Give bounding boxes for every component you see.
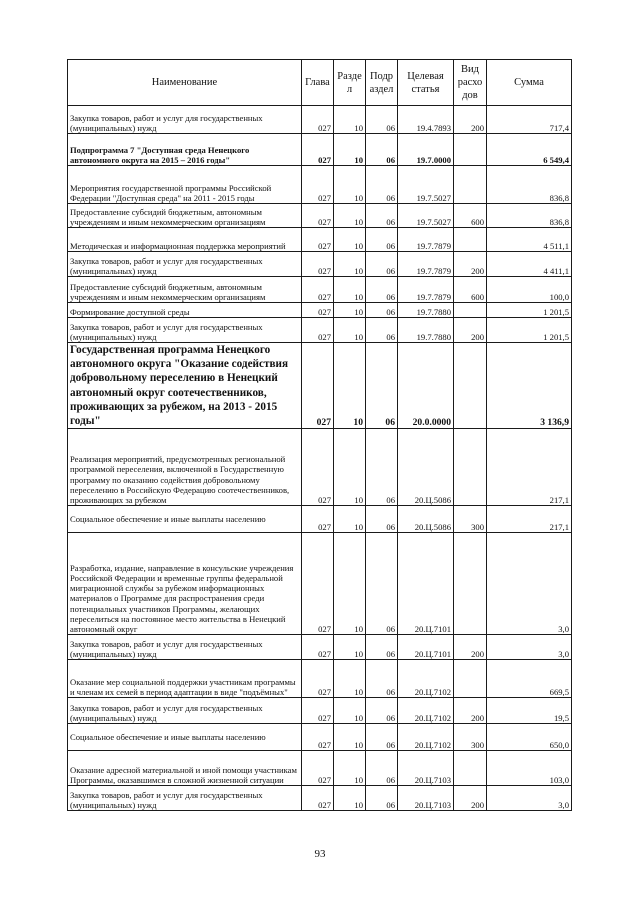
row-glava: 027: [302, 698, 334, 724]
row-podrazdel: 06: [366, 660, 398, 698]
row-sum: 717,4: [487, 106, 572, 134]
row-cs: 19.7.7879: [398, 252, 454, 277]
row-razdel: 10: [334, 228, 366, 252]
table-row: [68, 303, 572, 318]
row-vr: 200: [454, 786, 487, 811]
row-razdel: 10: [334, 724, 366, 751]
row-vr: [454, 303, 487, 318]
table-header-row: [68, 60, 572, 106]
row-glava: 027: [302, 429, 334, 506]
table-row: [68, 533, 572, 635]
row-vr: [454, 343, 487, 429]
row-name: Государственная программа Ненецкого автономного округа "Оказание содействия добровольному переселению в Ненецкий автономный округ соотечественников, проживающих за рубежом, на 2013 - 2015 годы": [68, 343, 302, 429]
header-name: Наименование: [68, 60, 302, 106]
row-razdel: 10: [334, 786, 366, 811]
row-glava: 027: [302, 635, 334, 660]
row-vr: [454, 228, 487, 252]
row-cs: 19.7.7880: [398, 318, 454, 343]
header-glava: Глава: [302, 60, 334, 106]
row-sum: 3 136,9: [487, 343, 572, 429]
row-vr: [454, 429, 487, 506]
row-vr: [454, 751, 487, 786]
row-name: Закупка товаров, работ и услуг для государственных (муниципальных) нужд: [68, 635, 302, 660]
row-name: Мероприятия государственной программы Российской Федерации "Доступная среда" на 2011 - 2015 годы: [68, 166, 302, 204]
row-sum: 19,5: [487, 698, 572, 724]
row-glava: 027: [302, 303, 334, 318]
row-podrazdel: 06: [366, 343, 398, 429]
row-cs: 20.Ц.7103: [398, 786, 454, 811]
row-podrazdel: 06: [366, 786, 398, 811]
row-cs: 19.7.5027: [398, 204, 454, 228]
table-row: [68, 106, 572, 134]
row-podrazdel: 06: [366, 134, 398, 166]
row-cs: 20.Ц.7102: [398, 660, 454, 698]
row-cs: 20.Ц.7103: [398, 751, 454, 786]
row-vr: 300: [454, 724, 487, 751]
header-podrazdel: Подр аздел: [366, 60, 398, 106]
row-podrazdel: 06: [366, 277, 398, 303]
table-row: [68, 204, 572, 228]
row-sum: 836,8: [487, 166, 572, 204]
row-podrazdel: 06: [366, 303, 398, 318]
row-vr: [454, 134, 487, 166]
row-cs: 20.Ц.7101: [398, 533, 454, 635]
row-razdel: 10: [334, 429, 366, 506]
row-vr: [454, 533, 487, 635]
row-glava: 027: [302, 252, 334, 277]
row-glava: 027: [302, 166, 334, 204]
budget-table: [67, 59, 572, 811]
table-row: [68, 660, 572, 698]
row-razdel: 10: [334, 106, 366, 134]
row-name: Социальное обеспечение и иные выплаты населению: [68, 506, 302, 533]
header-vr: Вид расхо дов: [454, 60, 487, 106]
row-sum: 103,0: [487, 751, 572, 786]
table-row: [68, 506, 572, 533]
row-vr: 600: [454, 204, 487, 228]
row-podrazdel: 06: [366, 228, 398, 252]
row-name: Подпрограмма 7 "Доступная среда Ненецкого автономного округа на 2015 – 2016 годы": [68, 134, 302, 166]
header-cs: Целевая статья: [398, 60, 454, 106]
row-razdel: 10: [334, 635, 366, 660]
row-sum: 836,8: [487, 204, 572, 228]
header-razdel: Разде л: [334, 60, 366, 106]
row-sum: 217,1: [487, 429, 572, 506]
table-row: [68, 698, 572, 724]
table-row: [68, 724, 572, 751]
row-glava: 027: [302, 318, 334, 343]
table-row: [68, 277, 572, 303]
row-name: Реализация мероприятий, предусмотренных региональной программой переселения, включенной в Государственную программу по оказанию содействия добровольному переселению в Российскую Федерацию соотечественников, проживающих за рубежом: [68, 429, 302, 506]
row-name: Закупка товаров, работ и услуг для государственных (муниципальных) нужд: [68, 786, 302, 811]
row-name: Закупка товаров, работ и услуг для государственных (муниципальных) нужд: [68, 252, 302, 277]
header-sum: Сумма: [487, 60, 572, 106]
row-podrazdel: 06: [366, 635, 398, 660]
row-sum: 6 549,4: [487, 134, 572, 166]
row-cs: 20.Ц.7102: [398, 724, 454, 751]
row-cs: 19.7.7879: [398, 228, 454, 252]
table-row: [68, 635, 572, 660]
row-razdel: 10: [334, 751, 366, 786]
row-podrazdel: 06: [366, 204, 398, 228]
row-sum: 650,0: [487, 724, 572, 751]
table-row: [68, 252, 572, 277]
row-glava: 027: [302, 660, 334, 698]
row-cs: 19.7.7880: [398, 303, 454, 318]
table-row: [68, 343, 572, 429]
row-name: Предоставление субсидий бюджетным, автономным учреждениям и иным некоммерческим организациям: [68, 277, 302, 303]
row-sum: 1 201,5: [487, 303, 572, 318]
row-razdel: 10: [334, 506, 366, 533]
row-cs: 19.7.7879: [398, 277, 454, 303]
table-row: [68, 228, 572, 252]
table-row: [68, 429, 572, 506]
row-sum: 4 511,1: [487, 228, 572, 252]
row-sum: 100,0: [487, 277, 572, 303]
row-sum: 3,0: [487, 786, 572, 811]
row-glava: 027: [302, 786, 334, 811]
page-number: 93: [314, 848, 326, 860]
row-vr: [454, 660, 487, 698]
row-vr: 200: [454, 318, 487, 343]
row-razdel: 10: [334, 343, 366, 429]
table-row: [68, 166, 572, 204]
row-sum: 3,0: [487, 533, 572, 635]
row-name: Методическая и информационная поддержка мероприятий: [68, 228, 302, 252]
table-row: [68, 134, 572, 166]
row-sum: 217,1: [487, 506, 572, 533]
row-name: Формирование доступной среды: [68, 303, 302, 318]
row-podrazdel: 06: [366, 106, 398, 134]
row-name: Закупка товаров, работ и услуг для государственных (муниципальных) нужд: [68, 318, 302, 343]
row-sum: 669,5: [487, 660, 572, 698]
row-cs: 19.7.0000: [398, 134, 454, 166]
row-vr: 200: [454, 106, 487, 134]
row-glava: 027: [302, 277, 334, 303]
row-sum: 1 201,5: [487, 318, 572, 343]
row-podrazdel: 06: [366, 166, 398, 204]
row-cs: 20.Ц.7101: [398, 635, 454, 660]
row-glava: 027: [302, 343, 334, 429]
row-razdel: 10: [334, 318, 366, 343]
row-razdel: 10: [334, 660, 366, 698]
row-glava: 027: [302, 724, 334, 751]
row-podrazdel: 06: [366, 751, 398, 786]
row-razdel: 10: [334, 533, 366, 635]
row-podrazdel: 06: [366, 698, 398, 724]
row-razdel: 10: [334, 698, 366, 724]
row-cs: 20.0.0000: [398, 343, 454, 429]
row-glava: 027: [302, 533, 334, 635]
row-cs: 19.4.7893: [398, 106, 454, 134]
row-glava: 027: [302, 751, 334, 786]
row-vr: 300: [454, 506, 487, 533]
row-podrazdel: 06: [366, 724, 398, 751]
row-cs: 20.Ц.7102: [398, 698, 454, 724]
row-razdel: 10: [334, 204, 366, 228]
table-row: [68, 751, 572, 786]
row-glava: 027: [302, 506, 334, 533]
row-name: Закупка товаров, работ и услуг для государственных (муниципальных) нужд: [68, 106, 302, 134]
row-podrazdel: 06: [366, 252, 398, 277]
row-cs: 19.7.5027: [398, 166, 454, 204]
row-razdel: 10: [334, 277, 366, 303]
row-glava: 027: [302, 204, 334, 228]
row-razdel: 10: [334, 166, 366, 204]
row-name: Закупка товаров, работ и услуг для государственных (муниципальных) нужд: [68, 698, 302, 724]
row-glava: 027: [302, 228, 334, 252]
row-name: Разработка, издание, направление в консульские учреждения Российской Федерации и временные группы федеральной миграционной службы за рубежом информационных материалов о Программе для распространения среди потенциальных участников Программы, желающих переселиться на постоянное место жительства в Ненецкий автономный округ: [68, 533, 302, 635]
row-razdel: 10: [334, 252, 366, 277]
row-podrazdel: 06: [366, 429, 398, 506]
row-name: Оказание мер социальной поддержки участникам программы и членам их семей в период адаптации в виде "подъёмных": [68, 660, 302, 698]
row-vr: 200: [454, 698, 487, 724]
row-sum: 3,0: [487, 635, 572, 660]
row-name: Предоставление субсидий бюджетным, автономным учреждениям и иным некоммерческим организациям: [68, 204, 302, 228]
row-razdel: 10: [334, 134, 366, 166]
row-vr: 200: [454, 635, 487, 660]
row-podrazdel: 06: [366, 318, 398, 343]
row-cs: 20.Ц.5086: [398, 429, 454, 506]
row-podrazdel: 06: [366, 533, 398, 635]
row-sum: 4 411,1: [487, 252, 572, 277]
row-vr: 600: [454, 277, 487, 303]
row-glava: 027: [302, 106, 334, 134]
row-cs: 20.Ц.5086: [398, 506, 454, 533]
row-razdel: 10: [334, 303, 366, 318]
row-vr: [454, 166, 487, 204]
row-vr: 200: [454, 252, 487, 277]
row-glava: 027: [302, 134, 334, 166]
row-name: Оказание адресной материальной и иной помощи участникам Программы, оказавшимся в сложной жизненной ситуации: [68, 751, 302, 786]
table-row: [68, 318, 572, 343]
row-podrazdel: 06: [366, 506, 398, 533]
table-row: [68, 786, 572, 811]
row-name: Социальное обеспечение и иные выплаты населению: [68, 724, 302, 751]
